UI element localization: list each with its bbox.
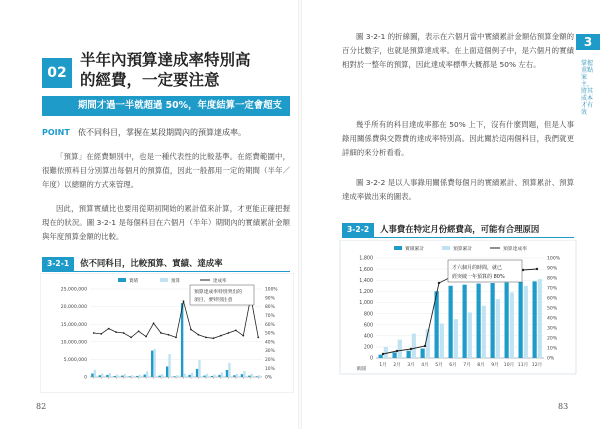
- chart-2-rate-point: [382, 353, 384, 355]
- chart-1-bar-actual: [91, 373, 93, 377]
- chart-2-bar-actual: [533, 281, 537, 358]
- chart-1-y2-tick: 100%: [265, 287, 278, 293]
- chart-1-rate-point: [257, 337, 259, 339]
- chart-2-x-tick: 10月: [503, 363, 515, 368]
- right-paragraph-1: 圖 3-2-1 的折線圖，表示在六個月當中實績累計金額佔預算金額的百分比數字，也就是預算達成率。在上面這個例子中，是六個月的實績相對於一整年的預算，因此達成率標準大概都是 50% 左右。: [342, 32, 574, 69]
- chart-1-bar-actual: [121, 376, 123, 377]
- chart-2-y-tick: 1,600: [359, 267, 373, 273]
- chart-1-bar-budget: [243, 371, 245, 377]
- chart-1-y-tick: 10,000,000: [60, 340, 87, 346]
- chart-2-y-tick: 800: [363, 312, 373, 318]
- chart-1-bar-actual: [99, 375, 101, 377]
- chart-2-y2-tick: 40%: [547, 316, 558, 322]
- chart-2-rate-point: [424, 345, 426, 347]
- chart-1-bar-actual: [218, 375, 220, 377]
- title-line-1: 半年內預算達成率特別高: [80, 51, 251, 69]
- chart-2-x-tick: 11月: [517, 363, 529, 368]
- chart-1-bar-actual: [136, 376, 138, 377]
- chart-1-bar-actual: [256, 376, 258, 377]
- chart-1-rate-point: [160, 332, 162, 334]
- chart-2-legend-swatch-0: [394, 246, 402, 250]
- chart-2-bar-actual: [491, 283, 495, 358]
- figure-2-heading: [342, 222, 539, 236]
- chart-1-bar-actual: [226, 370, 228, 377]
- chart-2-y-tick: 200: [363, 345, 373, 351]
- figure-1-heading: [42, 256, 223, 270]
- chart-1-rate-point: [130, 337, 132, 339]
- chapter-tab: 3: [576, 34, 600, 50]
- chart-1-rate-point: [108, 328, 110, 330]
- chart-2-bar-actual: [505, 282, 509, 358]
- chart-1-y2-tick: 70%: [265, 314, 275, 319]
- chart-1-y2-tick: 0%: [265, 375, 272, 381]
- chart-1-bar-budget: [146, 371, 148, 377]
- chart-2-bar-budget: [496, 299, 500, 358]
- chart-2-bar-actual: [379, 355, 383, 358]
- chart-1-bar-actual: [241, 374, 243, 377]
- chart-2-x-tick: 5月: [435, 363, 443, 368]
- chart-2-legend-label-2: 預算達成率: [503, 247, 527, 252]
- chart-1-y-tick: 25,000,000: [60, 287, 87, 293]
- chart-2-y2-tick: 30%: [547, 326, 558, 332]
- page-number-right: 83: [558, 402, 569, 411]
- chart-1-bar-budget: [221, 372, 223, 377]
- figure-1-number: 3-2-1: [42, 257, 74, 271]
- chart-2-x-tick: 6月: [449, 363, 457, 368]
- chart-2-y2-tick: 70%: [547, 286, 558, 292]
- chart-1-bar-budget: [176, 375, 178, 377]
- budget-comparison-chart: [40, 273, 294, 393]
- chart-1-bar-budget: [116, 375, 118, 377]
- chart-2-y2-tick: 20%: [547, 336, 558, 342]
- chart-1-rate-point: [205, 337, 207, 339]
- chart-2-legend-swatch-1: [442, 246, 450, 250]
- chart-1-bar-budget: [198, 360, 200, 377]
- chart-1-bar-budget: [153, 349, 155, 377]
- chart-2-legend-label-1: 預算累計: [453, 247, 473, 252]
- chart-1-bar-actual: [181, 303, 183, 377]
- chart-1-legend-label-2: 達成率: [213, 279, 227, 284]
- chart-2-annotation-text-2: 經突破一年預算的 80%: [452, 274, 505, 280]
- chart-1-rate-point: [153, 322, 155, 324]
- chart-2-bar-actual: [421, 349, 425, 358]
- chart-1-bar-actual: [196, 369, 198, 377]
- chart-1-bar-budget: [251, 374, 253, 377]
- chart-2-x-tick: 1月: [379, 363, 387, 368]
- chart-1-bar-actual: [144, 375, 146, 377]
- chart-1-annotation-text-2: 項目，要特別注意: [194, 298, 233, 303]
- chart-2-bar-budget: [398, 340, 402, 358]
- chart-1-bar-budget: [206, 374, 208, 377]
- chart-1-bar-budget: [94, 370, 96, 377]
- chart-1-rate-point: [190, 329, 192, 331]
- right-paragraph-2: 幾乎所有的科目達成率都在 50% 上下，沒有什麼問題，但是人事錄用關係費與交際費的達成率特別高。因此關於這兩個科目，我們就更詳細的來分析看看。: [342, 120, 574, 157]
- chart-2-x-tick: 2月: [393, 363, 401, 368]
- chart-1-bar-budget: [236, 374, 238, 377]
- chart-1-bar-budget: [138, 375, 140, 377]
- chart-1-y2-tick: 30%: [265, 349, 275, 355]
- chart-2-y2-tick: 60%: [547, 296, 558, 302]
- chart-2-y2-tick: 90%: [547, 266, 558, 272]
- chart-1-bar-budget: [124, 374, 126, 377]
- chart-2-bar-budget: [524, 286, 528, 358]
- chart-1-rate-point: [100, 333, 102, 335]
- paragraph-2: 因此，預算實績比也要用從期初開始的累計值來計算，才更能正確把握現在的狀況。圖 3-2-1 是每個科目在六個月（半年）期間內的實績累計金額與年度預算金額的比較。: [42, 204, 290, 241]
- chart-1-y2-tick: 60%: [265, 322, 275, 328]
- chart-1-y2-tick: 20%: [265, 358, 275, 363]
- chart-2-bar-budget: [412, 334, 416, 358]
- chart-1-y2-tick: 40%: [265, 340, 275, 346]
- chart-2-bar-budget: [482, 306, 486, 358]
- chart-2-bar-budget: [510, 292, 514, 358]
- chart-2-y2-tick: 100%: [547, 256, 561, 262]
- right-page: [300, 0, 600, 429]
- chart-1-bar-actual: [248, 376, 250, 377]
- chart-1-bar-budget: [183, 373, 185, 377]
- chart-2-y-tick: 1,800: [359, 256, 373, 262]
- chart-1-bar-actual: [166, 366, 168, 377]
- chart-1-rate-point: [115, 331, 117, 333]
- chart-1-rate-point: [220, 335, 222, 337]
- chart-1-bar-budget: [101, 373, 103, 377]
- chart-2-x-tick: 7月: [463, 363, 471, 368]
- chart-2-y2-tick: 0%: [547, 356, 555, 362]
- chart-2-y-tick: 1,200: [359, 290, 373, 296]
- figure-2-number: 3-2-2: [342, 223, 374, 237]
- section-number-badge: 02: [42, 58, 72, 88]
- chart-1-bar-actual: [114, 376, 116, 377]
- chart-2-rate-point: [438, 282, 440, 284]
- chart-1-bar-actual: [233, 375, 235, 377]
- chart-2-y-tick: 400: [363, 334, 373, 340]
- chart-1-bar-budget: [213, 375, 215, 377]
- chart-1-annotation-text-1: 預算達成率特別突出的: [194, 290, 242, 295]
- chart-2-bar-actual: [463, 285, 467, 358]
- chart-1-bar-actual: [106, 375, 108, 377]
- chart-2-bar-actual: [407, 351, 411, 358]
- chart-2-x-tick: 12月: [531, 363, 543, 368]
- subtitle-band: 期間才過一半就超過 50%，年度結算一定會超支: [42, 96, 290, 116]
- title-line-2: 的經費，一定要注意: [80, 71, 220, 89]
- chart-1-bar-budget: [228, 363, 230, 377]
- chart-1-rate-point: [93, 332, 95, 334]
- chart-1-legend-swatch-0: [118, 278, 126, 282]
- chart-1-y2-tick: 90%: [265, 296, 275, 302]
- chart-1-bar-actual: [129, 376, 131, 377]
- chart-2-x-tick: 8月: [477, 363, 485, 368]
- chart-1-bar-budget: [161, 374, 163, 377]
- figure-2-rule: [342, 237, 574, 238]
- point-text: 依不同科目，掌握在某段期間內的預算達成率。: [78, 128, 246, 137]
- chart-1-bar-actual: [203, 376, 205, 377]
- chart-2-y2-tick: 10%: [547, 346, 558, 352]
- chart-2-bar-budget: [384, 347, 388, 358]
- chart-2-x-tick: 3月: [407, 363, 415, 368]
- chart-2-bar-budget: [468, 312, 472, 358]
- chart-1-bar-budget: [131, 375, 133, 377]
- chart-1-rate-point: [227, 332, 229, 334]
- chart-1-rate-point: [183, 300, 185, 302]
- chart-2-y-tick: 600: [363, 323, 373, 329]
- chart-1-y-tick: 20,000,000: [60, 305, 87, 311]
- chart-1-bar-budget: [168, 354, 170, 377]
- chart-2-bar-actual: [519, 282, 523, 358]
- paragraph-1: 「預算」在經費類別中，也是一種代表性的比較基準。在經費範圍中，很難依照科目分別算出每個月的預算值，因此一般都用一定的期間（半年／年度）以總額的方式來管理。: [42, 152, 290, 189]
- chart-1-bar-actual: [188, 375, 190, 377]
- chart-1-y-tick: 5,000,000: [63, 358, 87, 363]
- chart-1-y2-tick: 10%: [265, 366, 275, 372]
- chart-2-y-tick: 1,000: [359, 301, 373, 307]
- chart-2-y2-tick: 50%: [547, 306, 558, 312]
- chart-1-y-tick: 0: [84, 375, 87, 381]
- chart-1-bar-budget: [191, 373, 193, 377]
- chart-2-rate-point: [536, 268, 538, 270]
- chart-1-bar-budget: [258, 375, 260, 377]
- chart-1-rate-point: [235, 329, 237, 331]
- point-label: POINT: [42, 128, 70, 137]
- chart-1-rate-point: [198, 334, 200, 336]
- chart-1-bar-actual: [173, 376, 175, 377]
- chart-2-bar-actual: [449, 286, 453, 358]
- chart-2-legend-label-0: 實績累計: [405, 247, 425, 252]
- chart-1-rate-point: [145, 336, 147, 338]
- chart-2-y-unit: 萬圓: [356, 367, 366, 372]
- chart-2-x-tick: 9月: [491, 363, 499, 368]
- figure-1-title: 依不同科目，比較預算、實績、達成率: [80, 258, 223, 268]
- chart-1-rate-point: [168, 334, 170, 336]
- chart-2-annotation-text-1: 才六個月的時間，就已: [452, 265, 503, 271]
- chart-2-y-tick: 0: [369, 356, 373, 362]
- chart-2-bar-actual: [477, 284, 481, 358]
- chart-1-rate-point: [123, 332, 125, 334]
- chart-1-legend-label-0: 實績: [129, 279, 138, 284]
- chart-2-y2-tick: 80%: [547, 276, 558, 282]
- chart-2-bar-actual: [393, 352, 397, 358]
- chart-2-bar-budget: [440, 324, 444, 358]
- chart-1-y2-tick: 80%: [265, 305, 275, 311]
- chart-1-rate-point: [175, 337, 177, 339]
- chart-1-rate-point: [138, 330, 140, 332]
- chart-2-rate-point: [410, 348, 412, 350]
- right-paragraph-3: 圖 3-2-2 是以人事錄用關係費每個月的實績累計、預算累計、預算達成率做出來的圖表。: [342, 178, 574, 201]
- page-number-left: 82: [36, 402, 47, 411]
- chart-2-x-tick: 4月: [421, 363, 429, 368]
- chart-2-rate-point: [396, 350, 398, 352]
- figure-2-title: 人事費在特定月份經費高，可能有合理原因: [380, 224, 540, 234]
- chart-1-legend-label-1: 預算: [171, 279, 180, 284]
- chart-2-bar-budget: [454, 319, 458, 358]
- side-running-text: 掌握重點案主，將其成本才有效: [581, 60, 594, 116]
- hr-cost-cumulative-chart: [336, 240, 580, 378]
- chart-1-bar-actual: [159, 376, 161, 377]
- chart-1-y-tick: 15,000,000: [60, 322, 87, 328]
- chart-1-rate-point: [212, 337, 214, 339]
- chart-2-bar-budget: [538, 279, 542, 358]
- chart-1-bar-actual: [151, 351, 153, 377]
- chart-2-y-tick: 1,400: [359, 278, 373, 284]
- chart-1-y2-tick: 50%: [265, 331, 275, 337]
- chart-1-rate-point: [242, 335, 244, 337]
- chart-1-legend-swatch-1: [160, 278, 168, 282]
- page-title: [80, 50, 290, 90]
- chart-1-bar-actual: [211, 376, 213, 377]
- chart-1-bar-budget: [109, 373, 111, 377]
- figure-1-rule: [42, 271, 290, 272]
